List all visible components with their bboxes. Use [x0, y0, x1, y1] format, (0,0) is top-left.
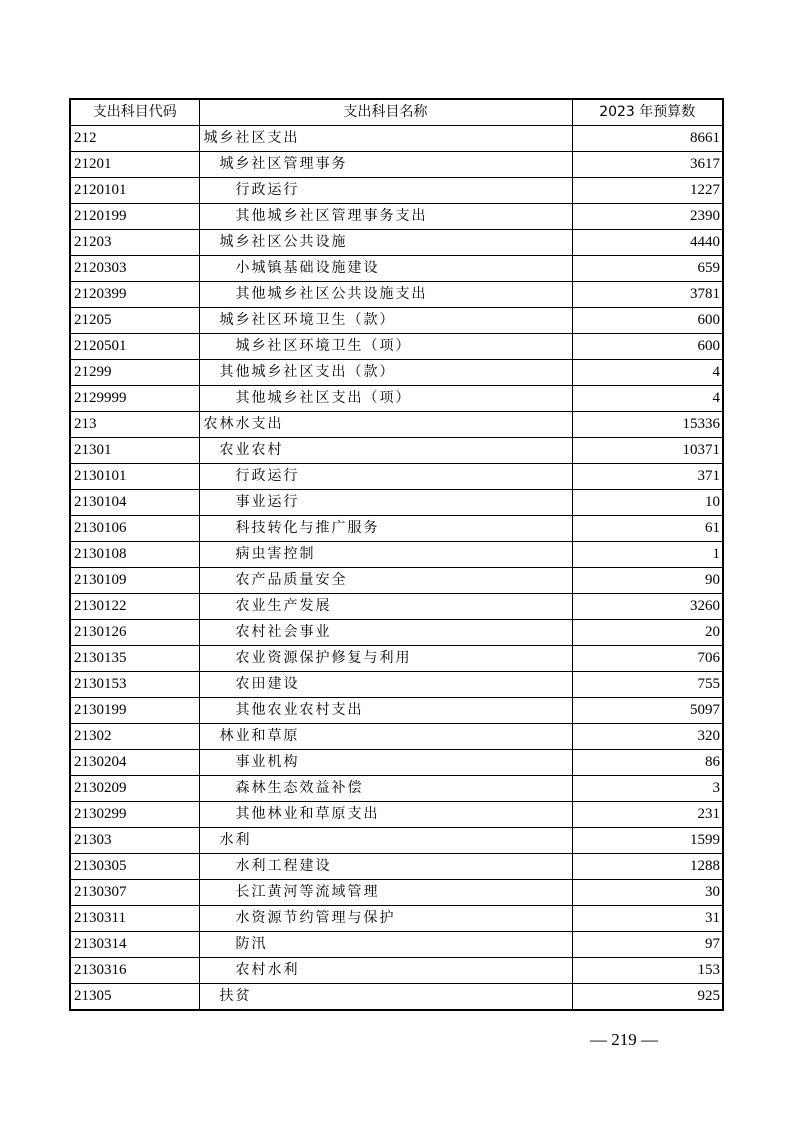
table-row [70, 828, 723, 854]
table-row [70, 308, 723, 334]
table-row [70, 386, 723, 412]
budget-table-container [69, 98, 722, 1011]
table-row [70, 230, 723, 256]
cell-name: 城乡社区支出 [199, 126, 572, 152]
cell-amount: 706 [572, 646, 723, 672]
cell-name: 水资源节约管理与保护 [199, 906, 572, 932]
cell-code: 21302 [70, 724, 199, 750]
table-row [70, 412, 723, 438]
cell-name: 城乡社区管理事务 [199, 152, 572, 178]
cell-code: 2130307 [70, 880, 199, 906]
table-row [70, 776, 723, 802]
table-row [70, 698, 723, 724]
cell-code: 2130106 [70, 516, 199, 542]
header-code: 支出科目代码 [70, 99, 199, 126]
table-body [70, 126, 723, 1011]
table-row [70, 438, 723, 464]
cell-amount: 925 [572, 984, 723, 1011]
cell-amount: 755 [572, 672, 723, 698]
cell-name: 扶贫 [199, 984, 572, 1011]
table-row [70, 126, 723, 152]
cell-name: 农林水支出 [199, 412, 572, 438]
cell-code: 2120101 [70, 178, 199, 204]
cell-code: 2120399 [70, 282, 199, 308]
cell-name: 其他城乡社区公共设施支出 [199, 282, 572, 308]
cell-name: 长江黄河等流域管理 [199, 880, 572, 906]
table-row [70, 464, 723, 490]
table-row [70, 646, 723, 672]
table-row [70, 568, 723, 594]
cell-amount: 10 [572, 490, 723, 516]
cell-amount: 86 [572, 750, 723, 776]
cell-name: 其他城乡社区支出（项） [199, 386, 572, 412]
header-name: 支出科目名称 [199, 99, 572, 126]
table-row [70, 204, 723, 230]
cell-amount: 61 [572, 516, 723, 542]
cell-name: 农业农村 [199, 438, 572, 464]
cell-name: 城乡社区公共设施 [199, 230, 572, 256]
cell-code: 2130299 [70, 802, 199, 828]
table-row [70, 620, 723, 646]
cell-name: 其他城乡社区管理事务支出 [199, 204, 572, 230]
cell-amount: 231 [572, 802, 723, 828]
cell-amount: 5097 [572, 698, 723, 724]
cell-amount: 1 [572, 542, 723, 568]
cell-name: 城乡社区环境卫生（款） [199, 308, 572, 334]
cell-name: 科技转化与推广服务 [199, 516, 572, 542]
table-row [70, 854, 723, 880]
cell-name: 水利工程建设 [199, 854, 572, 880]
table-row [70, 724, 723, 750]
cell-amount: 659 [572, 256, 723, 282]
cell-name: 森林生态效益补偿 [199, 776, 572, 802]
cell-name: 事业机构 [199, 750, 572, 776]
cell-amount: 4 [572, 386, 723, 412]
cell-amount: 1288 [572, 854, 723, 880]
table-row [70, 256, 723, 282]
cell-code: 2130199 [70, 698, 199, 724]
cell-amount: 8661 [572, 126, 723, 152]
table-row [70, 958, 723, 984]
cell-code: 2130153 [70, 672, 199, 698]
table-row [70, 750, 723, 776]
cell-name: 其他城乡社区支出（款） [199, 360, 572, 386]
table-row [70, 542, 723, 568]
cell-name: 林业和草原 [199, 724, 572, 750]
cell-name: 行政运行 [199, 178, 572, 204]
cell-code: 21301 [70, 438, 199, 464]
table-row [70, 880, 723, 906]
cell-code: 21201 [70, 152, 199, 178]
cell-amount: 153 [572, 958, 723, 984]
cell-code: 212 [70, 126, 199, 152]
cell-code: 2130316 [70, 958, 199, 984]
cell-code: 2130108 [70, 542, 199, 568]
cell-amount: 1599 [572, 828, 723, 854]
cell-name: 农村水利 [199, 958, 572, 984]
table-row [70, 282, 723, 308]
cell-amount: 3260 [572, 594, 723, 620]
budget-table [69, 98, 724, 1011]
table-row [70, 152, 723, 178]
cell-code: 2130204 [70, 750, 199, 776]
cell-code: 2130104 [70, 490, 199, 516]
table-row [70, 490, 723, 516]
cell-code: 2130126 [70, 620, 199, 646]
cell-name: 农产品质量安全 [199, 568, 572, 594]
cell-code: 2120501 [70, 334, 199, 360]
table-row [70, 906, 723, 932]
header-amount: 2023 年预算数 [572, 99, 723, 126]
table-row [70, 334, 723, 360]
cell-amount: 3617 [572, 152, 723, 178]
cell-name: 农业资源保护修复与利用 [199, 646, 572, 672]
cell-amount: 20 [572, 620, 723, 646]
cell-code: 2130122 [70, 594, 199, 620]
cell-code: 2130109 [70, 568, 199, 594]
cell-amount: 600 [572, 334, 723, 360]
cell-amount: 90 [572, 568, 723, 594]
cell-code: 2130305 [70, 854, 199, 880]
cell-code: 2120199 [70, 204, 199, 230]
table-row [70, 802, 723, 828]
cell-name: 水利 [199, 828, 572, 854]
cell-amount: 3 [572, 776, 723, 802]
cell-amount: 3781 [572, 282, 723, 308]
table-header-row [70, 99, 723, 126]
cell-amount: 97 [572, 932, 723, 958]
cell-name: 城乡社区环境卫生（项） [199, 334, 572, 360]
cell-amount: 31 [572, 906, 723, 932]
cell-name: 事业运行 [199, 490, 572, 516]
cell-code: 21305 [70, 984, 199, 1011]
cell-amount: 10371 [572, 438, 723, 464]
table-row [70, 594, 723, 620]
cell-code: 21303 [70, 828, 199, 854]
cell-code: 2130311 [70, 906, 199, 932]
cell-amount: 15336 [572, 412, 723, 438]
table-row [70, 984, 723, 1011]
cell-code: 2129999 [70, 386, 199, 412]
page-number: — 219 — [590, 1030, 658, 1049]
cell-code: 21299 [70, 360, 199, 386]
cell-code: 2130135 [70, 646, 199, 672]
cell-amount: 371 [572, 464, 723, 490]
cell-amount: 320 [572, 724, 723, 750]
cell-code: 21205 [70, 308, 199, 334]
cell-name: 农村社会事业 [199, 620, 572, 646]
table-row [70, 516, 723, 542]
cell-code: 2130209 [70, 776, 199, 802]
cell-name: 行政运行 [199, 464, 572, 490]
cell-amount: 2390 [572, 204, 723, 230]
cell-name: 防汛 [199, 932, 572, 958]
cell-name: 农田建设 [199, 672, 572, 698]
cell-code: 21203 [70, 230, 199, 256]
table-row [70, 932, 723, 958]
cell-amount: 600 [572, 308, 723, 334]
cell-name: 农业生产发展 [199, 594, 572, 620]
cell-name: 其他林业和草原支出 [199, 802, 572, 828]
cell-amount: 4 [572, 360, 723, 386]
table-row [70, 672, 723, 698]
cell-amount: 4440 [572, 230, 723, 256]
cell-code: 2130314 [70, 932, 199, 958]
cell-code: 2120303 [70, 256, 199, 282]
cell-code: 2130101 [70, 464, 199, 490]
cell-amount: 30 [572, 880, 723, 906]
cell-name: 其他农业农村支出 [199, 698, 572, 724]
table-row [70, 178, 723, 204]
table-row [70, 360, 723, 386]
cell-name: 小城镇基础设施建设 [199, 256, 572, 282]
cell-amount: 1227 [572, 178, 723, 204]
cell-name: 病虫害控制 [199, 542, 572, 568]
cell-code: 213 [70, 412, 199, 438]
